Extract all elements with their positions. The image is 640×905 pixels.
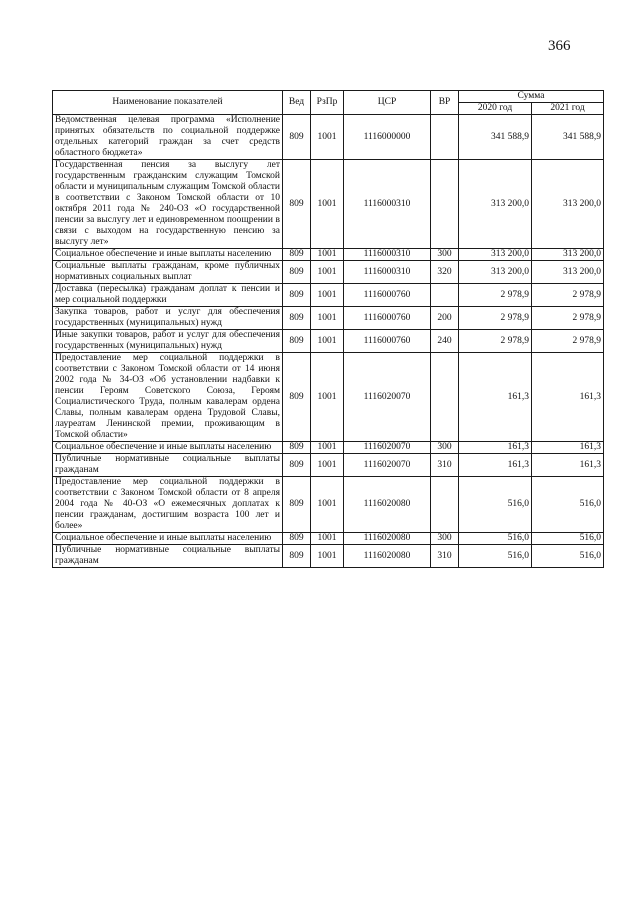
cell-sum-2020: 161,3	[459, 442, 532, 454]
cell-csr: 1116000310	[344, 261, 431, 284]
cell-rzpr: 1001	[311, 307, 344, 330]
table-row	[53, 454, 604, 477]
cell-sum-2021: 516,0	[532, 533, 604, 545]
budget-table	[52, 90, 604, 568]
cell-csr: 1116000310	[344, 160, 431, 249]
cell-csr: 1116000000	[344, 115, 431, 160]
cell-vr: 240	[431, 330, 459, 353]
cell-vr: 300	[431, 533, 459, 545]
cell-ved: 809	[283, 330, 311, 353]
cell-rzpr: 1001	[311, 454, 344, 477]
cell-ved: 809	[283, 307, 311, 330]
table-row	[53, 545, 604, 568]
cell-csr: 1116020070	[344, 454, 431, 477]
cell-sum-2020: 516,0	[459, 545, 532, 568]
cell-sum-2021: 161,3	[532, 353, 604, 442]
cell-csr: 1116020080	[344, 477, 431, 533]
header-name: Наименование показателей	[53, 91, 283, 115]
cell-csr: 1116000760	[344, 284, 431, 307]
cell-ved: 809	[283, 442, 311, 454]
cell-ved: 809	[283, 545, 311, 568]
cell-sum-2020: 313 200,0	[459, 261, 532, 284]
table-row	[53, 533, 604, 545]
header-csr: ЦСР	[344, 91, 431, 115]
cell-vr: 320	[431, 261, 459, 284]
cell-rzpr: 1001	[311, 330, 344, 353]
cell-ved: 809	[283, 115, 311, 160]
cell-sum-2021: 341 588,9	[532, 115, 604, 160]
cell-vr	[431, 353, 459, 442]
cell-rzpr: 1001	[311, 442, 344, 454]
cell-sum-2020: 516,0	[459, 533, 532, 545]
cell-sum-2021: 2 978,9	[532, 307, 604, 330]
cell-ved: 809	[283, 477, 311, 533]
cell-ved: 809	[283, 249, 311, 261]
cell-csr: 1116020080	[344, 533, 431, 545]
table-row	[53, 307, 604, 330]
cell-ved: 809	[283, 454, 311, 477]
cell-sum-2020: 516,0	[459, 477, 532, 533]
table-row	[53, 249, 604, 261]
table-row	[53, 115, 604, 160]
cell-name: Государственная пенсия за выслугу лет государственным гражданским служащим Томской области и муниципальным служащим Томской области в соответствии с Законом Томской области от 10 октября 2011 года № 240-ОЗ «О государственной пенсии за выслугу лет и единовременном поощрении в связи с выходом на государственную пенсию за выслугу лет»	[53, 160, 283, 249]
header-2020: 2020 год	[459, 103, 532, 115]
cell-vr	[431, 284, 459, 307]
cell-vr: 200	[431, 307, 459, 330]
table-body	[53, 115, 604, 568]
header-sum: Сумма	[459, 91, 604, 103]
cell-vr: 310	[431, 545, 459, 568]
cell-name: Социальное обеспечение и иные выплаты населению	[53, 533, 283, 545]
cell-vr: 300	[431, 442, 459, 454]
cell-name: Доставка (пересылка) гражданам доплат к пенсии и мер социальной поддержки	[53, 284, 283, 307]
table-row	[53, 353, 604, 442]
table-row	[53, 477, 604, 533]
cell-sum-2021: 313 200,0	[532, 160, 604, 249]
cell-name: Публичные нормативные социальные выплаты гражданам	[53, 454, 283, 477]
cell-sum-2021: 161,3	[532, 454, 604, 477]
cell-name: Предоставление мер социальной поддержки в соответствии с Законом Томской области от 8 апреля 2004 года № 40-ОЗ «О ежемесячных доплатах к пенсии гражданам, достигшим возраста 100 лет и более»	[53, 477, 283, 533]
cell-sum-2020: 341 588,9	[459, 115, 532, 160]
cell-sum-2021: 313 200,0	[532, 261, 604, 284]
table-row	[53, 284, 604, 307]
cell-sum-2021: 313 200,0	[532, 249, 604, 261]
cell-sum-2021: 161,3	[532, 442, 604, 454]
cell-sum-2020: 2 978,9	[459, 330, 532, 353]
cell-sum-2020: 161,3	[459, 454, 532, 477]
cell-ved: 809	[283, 284, 311, 307]
cell-sum-2020: 161,3	[459, 353, 532, 442]
table-header	[53, 91, 604, 115]
cell-name: Публичные нормативные социальные выплаты гражданам	[53, 545, 283, 568]
cell-rzpr: 1001	[311, 249, 344, 261]
cell-csr: 1116000760	[344, 307, 431, 330]
cell-ved: 809	[283, 160, 311, 249]
cell-rzpr: 1001	[311, 545, 344, 568]
cell-ved: 809	[283, 261, 311, 284]
cell-name: Иные закупки товаров, работ и услуг для обеспечения государственных (муниципальных) нужд	[53, 330, 283, 353]
table-row	[53, 261, 604, 284]
table-row	[53, 160, 604, 249]
cell-vr	[431, 477, 459, 533]
page-number: 366	[548, 38, 571, 54]
cell-sum-2021: 516,0	[532, 477, 604, 533]
cell-name: Социальное обеспечение и иные выплаты населению	[53, 442, 283, 454]
table-row	[53, 442, 604, 454]
cell-rzpr: 1001	[311, 261, 344, 284]
cell-name: Социальные выплаты гражданам, кроме публичных нормативных социальных выплат	[53, 261, 283, 284]
header-2021: 2021 год	[532, 103, 604, 115]
header-ved: Вед	[283, 91, 311, 115]
cell-csr: 1116000760	[344, 330, 431, 353]
cell-rzpr: 1001	[311, 284, 344, 307]
cell-name: Социальное обеспечение и иные выплаты населению	[53, 249, 283, 261]
cell-csr: 1116020070	[344, 353, 431, 442]
cell-ved: 809	[283, 353, 311, 442]
cell-csr: 1116000310	[344, 249, 431, 261]
cell-rzpr: 1001	[311, 353, 344, 442]
cell-name: Ведомственная целевая программа «Исполнение принятых обязательств по социальной поддержке отдельных категорий граждан за счет средств областного бюджета»	[53, 115, 283, 160]
cell-vr	[431, 115, 459, 160]
cell-sum-2020: 2 978,9	[459, 307, 532, 330]
cell-rzpr: 1001	[311, 477, 344, 533]
table-row	[53, 330, 604, 353]
cell-name: Закупка товаров, работ и услуг для обеспечения государственных (муниципальных) нужд	[53, 307, 283, 330]
cell-csr: 1116020070	[344, 442, 431, 454]
cell-csr: 1116020080	[344, 545, 431, 568]
cell-vr: 310	[431, 454, 459, 477]
cell-rzpr: 1001	[311, 160, 344, 249]
cell-name: Предоставление мер социальной поддержки в соответствии с Законом Томской области от 14 июня 2002 года № 34-ОЗ «Об установлении надбавки к пенсии Героям Советского Союза, Героям Социалистического Труда, полным кавалерам ордена Славы, полным кавалерам ордена Трудовой Славы, лауреатам Ленинской премии, проживающим в Томской области»	[53, 353, 283, 442]
cell-sum-2020: 2 978,9	[459, 284, 532, 307]
cell-vr: 300	[431, 249, 459, 261]
cell-rzpr: 1001	[311, 115, 344, 160]
cell-vr	[431, 160, 459, 249]
header-vr: ВР	[431, 91, 459, 115]
cell-sum-2020: 313 200,0	[459, 249, 532, 261]
cell-rzpr: 1001	[311, 533, 344, 545]
cell-sum-2020: 313 200,0	[459, 160, 532, 249]
header-rzpr: РзПр	[311, 91, 344, 115]
cell-ved: 809	[283, 533, 311, 545]
cell-sum-2021: 2 978,9	[532, 284, 604, 307]
cell-sum-2021: 516,0	[532, 545, 604, 568]
cell-sum-2021: 2 978,9	[532, 330, 604, 353]
